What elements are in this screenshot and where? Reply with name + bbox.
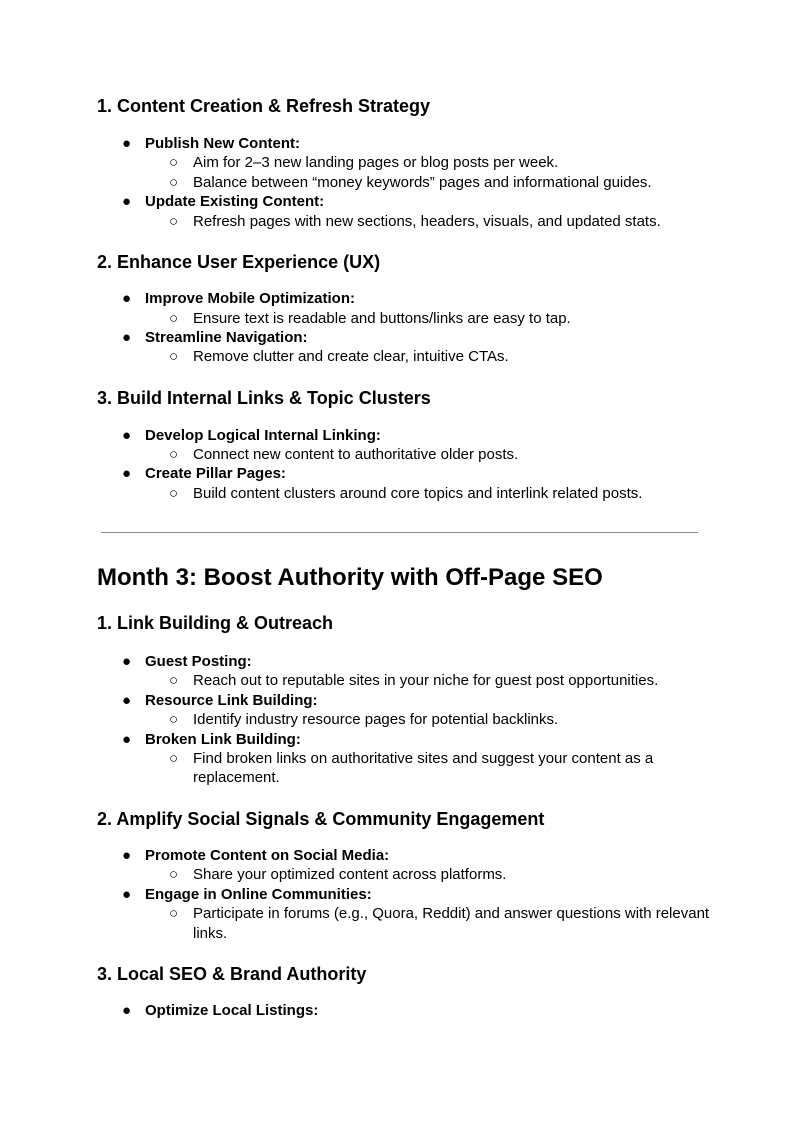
list-subitem: Ensure text is readable and buttons/links are easy to tap. xyxy=(193,310,571,327)
section-heading: 1. Content Creation & Refresh Strategy xyxy=(97,96,431,116)
bullet-hollow: ○ xyxy=(169,348,179,365)
bullet-hollow: ○ xyxy=(169,154,179,171)
bullet-filled: ● xyxy=(122,731,132,748)
bullet-hollow: ○ xyxy=(169,446,179,463)
page-title: Month 3: Boost Authority with Off‑Page SEO xyxy=(97,564,603,591)
bullet-hollow: ○ xyxy=(169,485,179,502)
list-item-bold: Create Pillar Pages: xyxy=(145,465,286,482)
list-subitem: Build content clusters around core topics and interlink related posts. xyxy=(193,485,643,502)
bullet-filled: ● xyxy=(122,135,132,152)
bullet-filled: ● xyxy=(122,329,132,346)
bullet-hollow: ○ xyxy=(169,905,179,922)
section-heading: 2. Enhance User Experience (UX) xyxy=(97,252,381,272)
list-item-bold: Improve Mobile Optimization: xyxy=(145,290,356,307)
list-subitem: Identify industry resource pages for potential backlinks. xyxy=(193,711,559,728)
list-subitem: Find broken links on authoritative sites and suggest your content as a xyxy=(193,750,654,767)
bullet-filled: ● xyxy=(122,290,132,307)
bullet-hollow: ○ xyxy=(169,213,179,230)
list-subitem: Refresh pages with new sections, headers, visuals, and updated stats. xyxy=(193,213,661,230)
list-item-bold: Promote Content on Social Media: xyxy=(145,847,390,864)
bullet-filled: ● xyxy=(122,847,132,864)
bullet-hollow: ○ xyxy=(169,672,179,689)
section-heading: 1. Link Building & Outreach xyxy=(97,613,334,633)
section-heading: 3. Build Internal Links & Topic Clusters xyxy=(97,388,431,408)
bullet-filled: ● xyxy=(122,886,132,903)
bullet-filled: ● xyxy=(122,427,132,444)
list-subitem: Participate in forums (e.g., Quora, Reddit) and answer questions with relevant xyxy=(193,905,710,922)
list-item-bold: Engage in Online Communities: xyxy=(145,886,372,903)
list-subitem: Aim for 2–3 new landing pages or blog posts per week. xyxy=(193,154,559,171)
list-subitem: Balance between “money keywords” pages and informational guides. xyxy=(193,174,652,191)
list-subitem: Reach out to reputable sites in your niche for guest post opportunities. xyxy=(193,672,659,689)
list-subitem: Remove clutter and create clear, intuitive CTAs. xyxy=(193,348,509,365)
list-subitem-continuation: links. xyxy=(193,925,228,942)
bullet-filled: ● xyxy=(122,692,132,709)
bullet-filled: ● xyxy=(122,653,132,670)
bullet-filled: ● xyxy=(122,465,132,482)
list-subitem-continuation: replacement. xyxy=(193,769,280,786)
bullet-hollow: ○ xyxy=(169,866,179,883)
horizontal-divider xyxy=(101,532,698,533)
bullet-hollow: ○ xyxy=(169,174,179,191)
list-item-bold: Update Existing Content: xyxy=(145,193,325,210)
bullet-filled: ● xyxy=(122,193,132,210)
bullet-filled: ● xyxy=(122,1002,132,1019)
bullet-hollow: ○ xyxy=(169,711,179,728)
list-subitem: Share your optimized content across platforms. xyxy=(193,866,507,883)
list-item-bold: Optimize Local Listings: xyxy=(145,1002,319,1019)
section-heading: 2. Amplify Social Signals & Community Engagement xyxy=(97,809,545,829)
list-item-bold: Publish New Content: xyxy=(145,135,300,152)
bullet-hollow: ○ xyxy=(169,310,179,327)
list-item-bold: Broken Link Building: xyxy=(145,731,301,748)
list-subitem: Connect new content to authoritative older posts. xyxy=(193,446,519,463)
list-item-bold: Guest Posting: xyxy=(145,653,252,670)
list-item-bold: Streamline Navigation: xyxy=(145,329,308,346)
list-item-bold: Resource Link Building: xyxy=(145,692,318,709)
section-heading: 3. Local SEO & Brand Authority xyxy=(97,964,367,984)
bullet-hollow: ○ xyxy=(169,750,179,767)
list-item-bold: Develop Logical Internal Linking: xyxy=(145,427,381,444)
